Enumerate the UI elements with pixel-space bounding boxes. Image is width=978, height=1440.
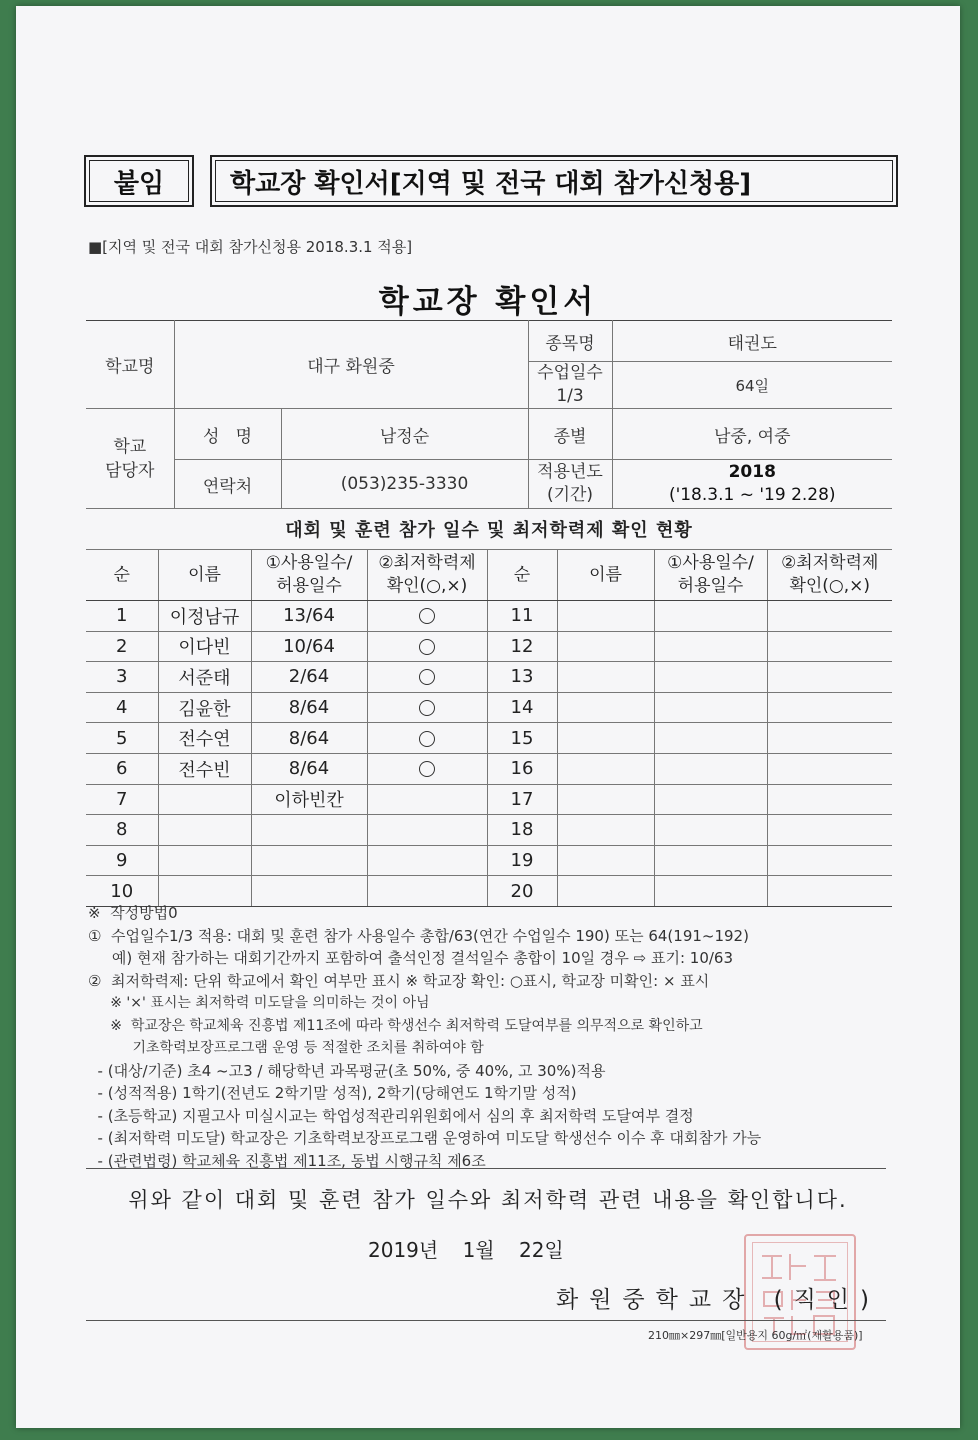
row-order: 8 (86, 815, 158, 846)
name-value: 남정순 (281, 409, 528, 460)
row-name: 전수빈 (158, 753, 251, 784)
circle-mark-icon (419, 608, 435, 624)
instruction-line: ② 최저학력제: 단위 학교에서 확인 여부만 표시 ※ 학교장 확인: ○표시, 학교장 미확인: × 표시 (88, 971, 710, 990)
row-check-right (767, 601, 892, 632)
form-title-box (210, 155, 898, 207)
row-name (158, 784, 251, 815)
instruction-line: - (관련법령) 학교체육 진흥법 제11조, 동법 시행규칙 제6조 (88, 1151, 486, 1170)
row-check (367, 662, 487, 693)
event-value: 태권도 (612, 321, 892, 362)
instruction-line: 기초학력보장프로그램 운영 등 적절한 조치를 취하여야 함 (88, 1040, 484, 1056)
row-check-right (767, 723, 892, 754)
instruction-line: ① 수업일수1/3 적용: 대회 및 훈련 참가 사용일수 총합/63(연간 수업일수 190) 또는 64(191~192) (88, 926, 749, 945)
row-name (158, 845, 251, 876)
row-name-right (557, 631, 654, 662)
circle-mark-icon (419, 761, 435, 777)
row-days-right (654, 662, 767, 693)
row-name: 김윤한 (158, 692, 251, 723)
instruction-line: - (최저학력 미도달) 학교장은 기초학력보장프로그램 운영하여 미도달 학생선수 이수 후 대회참가 가능 (88, 1129, 762, 1147)
row-days-right (654, 601, 767, 632)
row-days: 13/64 (251, 601, 367, 632)
row-name-right (557, 662, 654, 693)
issue-date: 2019년 1월 22일 (368, 1238, 564, 1262)
table-header-row (86, 550, 892, 601)
row-order-right: 12 (487, 631, 557, 662)
row-order: 1 (86, 601, 158, 632)
row-days-right (654, 845, 767, 876)
row-check (367, 784, 487, 815)
instruction-line: - (대상/기준) 초4 ~고3 / 해당학년 과목평균(초 50%, 중 40%, 고 30%)적용 (88, 1061, 606, 1080)
row-check-right (767, 845, 892, 876)
attachment-label-box (84, 155, 194, 207)
confirmation-text: 위와 같이 대회 및 훈련 참가 일수와 최저학력 관련 내용을 확인합니다. (128, 1188, 848, 1212)
contact-label: 연락처 (174, 460, 281, 509)
row-order: 2 (86, 631, 158, 662)
row-check-right (767, 692, 892, 723)
school-label: 학교명 (86, 321, 174, 409)
circle-mark-icon (419, 639, 435, 655)
year-value: 2018 (728, 462, 776, 482)
circle-mark-icon (419, 669, 435, 685)
row-order: 9 (86, 845, 158, 876)
row-name-right (557, 692, 654, 723)
document-page (16, 6, 960, 1428)
staff-label: 학교 담당자 (86, 409, 174, 509)
row-check (367, 845, 487, 876)
row-order-right: 17 (487, 784, 557, 815)
row-name-right (557, 723, 654, 754)
row-order-right: 13 (487, 662, 557, 693)
document-title: 학교장 확인서 (378, 284, 598, 320)
header-name-2: 이름 (557, 550, 654, 601)
row-order-right: 14 (487, 692, 557, 723)
table-row (86, 815, 892, 846)
row-check (367, 601, 487, 632)
row-order: 5 (86, 723, 158, 754)
row-check-right (767, 815, 892, 846)
row-order: 10 (86, 876, 158, 907)
header-days-2: ①사용일수/ 허용일수 (654, 550, 767, 601)
period-value: ('18.3.1 ~ '19 2.28) (668, 485, 836, 505)
row-days: 이하빈칸 (251, 784, 367, 815)
section-title: 대회 및 훈련 참가 일수 및 최저학력제 확인 현황 (86, 513, 892, 550)
school-info-table (86, 320, 892, 509)
gender-label: 종별 (528, 409, 612, 460)
row-order-right: 11 (487, 601, 557, 632)
instruction-line: ※ '×' 표시는 최저학력 미도달을 의미하는 것이 아님 (88, 995, 430, 1011)
table-row (86, 723, 892, 754)
days-value: 64일 (612, 362, 892, 409)
row-check-right (767, 662, 892, 693)
row-days: 8/64 (251, 753, 367, 784)
table-row (86, 753, 892, 784)
row-name: 이정남규 (158, 601, 251, 632)
row-check (367, 723, 487, 754)
row-name: 전수연 (158, 723, 251, 754)
year-cell (612, 460, 892, 509)
header-check-2: ②최저학력제 확인(○,×) (767, 550, 892, 601)
participants-table (86, 549, 892, 907)
row-check (367, 815, 487, 846)
header-name: 이름 (158, 550, 251, 601)
row-check (367, 692, 487, 723)
paper-spec: 210㎜×297㎜[일반용지 60g/㎡(재활용품)] (648, 1329, 863, 1342)
row-name-right (557, 815, 654, 846)
row-days: 10/64 (251, 631, 367, 662)
row-days-right (654, 631, 767, 662)
gender-value: 남중, 여중 (612, 409, 892, 460)
row-order-right: 16 (487, 753, 557, 784)
row-check-right (767, 784, 892, 815)
circle-mark-icon (419, 700, 435, 716)
form-title: 학교장 확인서[지역 및 전국 대회 참가신청용] (230, 168, 752, 199)
header-check: ②최저학력제 확인(○,×) (367, 550, 487, 601)
row-days-right (654, 784, 767, 815)
row-days: 8/64 (251, 692, 367, 723)
row-days (251, 815, 367, 846)
row-order-right: 18 (487, 815, 557, 846)
principal-signature: 화원중학교장 (직인) (556, 1287, 881, 1313)
table-row (86, 631, 892, 662)
days-label: 수업일수 1/3 (528, 362, 612, 409)
row-days-right (654, 723, 767, 754)
instruction-line: ※ 학교장은 학교체육 진흥법 제11조에 따라 학생선수 최저학력 도달여부를 의무적으로 확인하고 (88, 1017, 703, 1034)
table-row (86, 662, 892, 693)
row-days (251, 845, 367, 876)
row-name (158, 815, 251, 846)
row-days-right (654, 815, 767, 846)
row-name-right (557, 784, 654, 815)
row-name-right (557, 845, 654, 876)
row-order-right: 20 (487, 876, 557, 907)
row-order: 3 (86, 662, 158, 693)
instruction-line: - (초등학교) 지필고사 미실시교는 학업성적관리위원회에서 심의 후 최저학력 도달여부 결정 (88, 1106, 694, 1125)
row-order-right: 19 (487, 845, 557, 876)
attachment-label: 붙임 (113, 168, 165, 199)
row-name-right (557, 601, 654, 632)
row-days-right (654, 692, 767, 723)
divider-line (86, 1168, 886, 1169)
table-row (86, 845, 892, 876)
row-check (367, 631, 487, 662)
instruction-line: 예) 현재 참가하는 대회기간까지 포함하여 출석인정 결석일수 총합이 10일 경우 ⇨ 표기: 10/63 (88, 949, 734, 967)
contact-value: (053)235-3330 (281, 460, 528, 509)
header-order-2: 순 (487, 550, 557, 601)
header-order: 순 (86, 550, 158, 601)
form-subnote: ■[지역 및 전국 대회 참가신청용 2018.3.1 적용] (88, 238, 413, 256)
school-value: 대구 화원중 (174, 321, 528, 409)
row-order: 7 (86, 784, 158, 815)
instruction-line: - (성적적용) 1학기(전년도 2학기말 성적), 2학기(당해연도 1학기말 성적) (88, 1084, 577, 1102)
row-days: 8/64 (251, 723, 367, 754)
name-label: 성 명 (174, 409, 281, 460)
event-label: 종목명 (528, 321, 612, 362)
circle-mark-icon (419, 731, 435, 747)
row-name-right (557, 753, 654, 784)
row-check (367, 753, 487, 784)
instructions (88, 902, 896, 1172)
table-row (86, 692, 892, 723)
table-row (86, 784, 892, 815)
row-order: 6 (86, 753, 158, 784)
row-days-right (654, 753, 767, 784)
row-name: 이다빈 (158, 631, 251, 662)
table-row (86, 601, 892, 632)
footer-line (86, 1320, 886, 1321)
header-days: ①사용일수/ 허용일수 (251, 550, 367, 601)
row-order-right: 15 (487, 723, 557, 754)
row-check-right (767, 753, 892, 784)
row-order: 4 (86, 692, 158, 723)
year-label: 적용년도 (기간) (528, 460, 612, 509)
row-name: 서준태 (158, 662, 251, 693)
row-check-right (767, 631, 892, 662)
row-days: 2/64 (251, 662, 367, 693)
instruction-line: ※ 작성방법0 (88, 904, 178, 922)
